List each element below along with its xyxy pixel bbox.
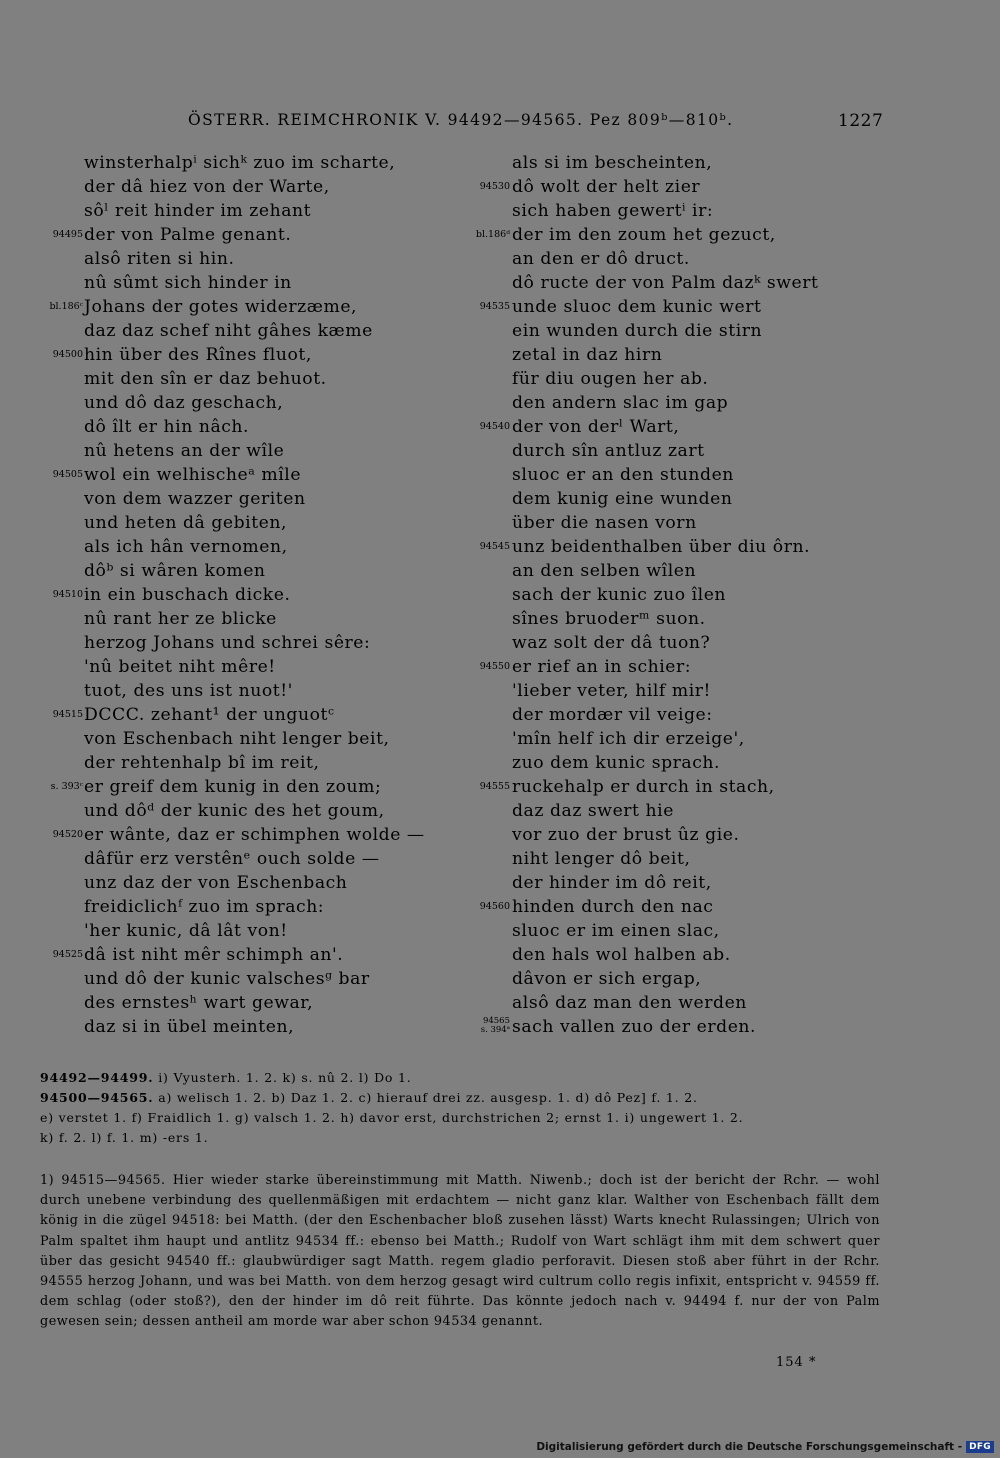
verse-line <box>40 511 470 535</box>
verse-text: sluoc er im einen slac, <box>512 921 720 941</box>
verse-text: dâfür erz verstênᵉ ouch solde — <box>84 849 380 869</box>
verse-text: der hinder im dô reit, <box>512 873 712 893</box>
verse-text: an den selben wîlen <box>512 561 697 581</box>
verse-text: daz daz swert hie <box>512 801 674 821</box>
verse-line <box>470 151 870 175</box>
verse-line <box>470 991 870 1015</box>
verse-number: 94520 <box>52 829 83 840</box>
verse-text: dô îlt er hin nâch. <box>84 417 250 437</box>
verse-text: der von derˡ Wart, <box>512 417 680 437</box>
verse-text: in ein buschach dicke. <box>84 585 291 605</box>
verse-line <box>470 487 870 511</box>
apparatus-text: a) welisch 1. 2. b) Daz 1. 2. c) hierauf drei zz. ausgesp. 1. d) dô Pez] f. 1. 2. <box>153 1090 698 1105</box>
verse-text: freidiclichᶠ zuo im sprach: <box>84 897 325 917</box>
verse-text: 'her kunic, dâ lât von! <box>84 921 288 941</box>
verse-text: er wânte, daz er schimphen wolde — <box>84 825 425 845</box>
verse-text: unz beidenthalben über diu ôrn. <box>512 537 811 557</box>
right-verse-column <box>470 151 870 1039</box>
verse-line <box>40 607 470 631</box>
verse-text: er rief an in schier: <box>512 657 692 677</box>
verse-line <box>40 751 470 775</box>
verse-line <box>470 751 870 775</box>
verse-line <box>40 703 470 727</box>
verse-text: des ernstesʰ wart gewar, <box>84 993 314 1013</box>
verse-text: durch sîn antluz zart <box>512 441 705 461</box>
verse-text: sach vallen zuo der erden. <box>512 1017 757 1037</box>
verse-line <box>470 415 870 439</box>
verse-text: unde sluoc dem kunic wert <box>512 297 762 317</box>
verse-line <box>40 727 470 751</box>
verse-text: dôᵇ si wâren komen <box>84 561 266 581</box>
verse-text: an den er dô druct. <box>512 249 690 269</box>
verse-text: und dô daz geschach, <box>84 393 284 413</box>
header-title: ÖSTERR. REIMCHRONIK V. 94492—94565. Pez 809ᵇ—810ᵇ. <box>188 111 734 129</box>
verse-number: bl.186ᵈ <box>475 229 510 240</box>
verse-line <box>40 319 470 343</box>
verse-text: daz si in übel meinten, <box>84 1017 295 1037</box>
verse-line <box>40 775 470 799</box>
verse-text: der dâ hiez von der Warte, <box>84 177 330 197</box>
verse-number: 94555 <box>479 781 510 792</box>
verse-text: Johans der gotes widerzæme, <box>84 297 358 317</box>
verse-text: nû rant her ze blicke <box>84 609 277 629</box>
verse-line <box>470 607 870 631</box>
verse-line <box>470 559 870 583</box>
verse-text: sach der kunic zuo îlen <box>512 585 727 605</box>
verse-line <box>470 175 870 199</box>
verse-number: 94515 <box>52 709 83 720</box>
verse-line <box>470 295 870 319</box>
verse-text: er greif dem kunig in den zoum; <box>84 777 382 797</box>
verse-line <box>470 919 870 943</box>
verse-line <box>40 223 470 247</box>
verse-text: zuo dem kunic sprach. <box>512 753 721 773</box>
verse-line <box>470 967 870 991</box>
verse-line <box>40 1015 470 1039</box>
verse-text: der rehtenhalp bî im reit, <box>84 753 320 773</box>
verse-line <box>40 199 470 223</box>
verse-line <box>470 943 870 967</box>
verse-line <box>470 343 870 367</box>
page-number: 1227 <box>838 111 884 131</box>
verse-text: unz daz der von Eschenbach <box>84 873 348 893</box>
verse-line <box>40 967 470 991</box>
verse-line <box>470 223 870 247</box>
verse-number: 94565 s. 394ᵃ <box>480 1016 510 1035</box>
verse-text: und dô der kunic valschesᵍ bar <box>84 969 370 989</box>
left-verse-column <box>40 151 470 1039</box>
footer-text: Digitalisierung gefördert durch die Deutsche Forschungsgemeinschaft - <box>536 1441 963 1453</box>
apparatus-line <box>40 1088 880 1108</box>
verse-line <box>470 583 870 607</box>
verse-text: der mordær vil veige: <box>512 705 713 725</box>
verse-line <box>470 535 870 559</box>
verse-text: mit den sîn er daz behuot. <box>84 369 327 389</box>
verse-number: 94525 <box>52 949 83 960</box>
verse-line <box>40 439 470 463</box>
verse-text: niht lenger dô beit, <box>512 849 691 869</box>
verse-text: der im den zoum het gezuct, <box>512 225 776 245</box>
verse-line <box>470 511 870 535</box>
apparatus-line <box>40 1108 880 1128</box>
verse-text: tuot, des uns ist nuot!' <box>84 681 293 701</box>
verse-text: daz daz schef niht gâhes kæme <box>84 321 373 341</box>
verse-line <box>40 247 470 271</box>
verse-line <box>470 631 870 655</box>
verse-line <box>40 367 470 391</box>
verse-text: hinden durch den nac <box>512 897 714 917</box>
verse-line <box>40 151 470 175</box>
verse-line <box>40 655 470 679</box>
verse-number: 94545 <box>479 541 510 552</box>
verse-text: dô wolt der helt zier <box>512 177 701 197</box>
apparatus-range: 94500—94565. <box>40 1090 154 1105</box>
dfg-logo: DFG <box>966 1441 994 1453</box>
verse-line <box>470 799 870 823</box>
verse-text: alsô daz man den werden <box>512 993 747 1013</box>
apparatus-line <box>40 1068 880 1088</box>
verse-text: sôˡ reit hinder im zehant <box>84 201 312 221</box>
verse-line <box>470 199 870 223</box>
verse-text: sich haben gewertⁱ ir: <box>512 201 714 221</box>
verse-text: winsterhalpⁱ sichᵏ zuo im scharte, <box>84 153 396 173</box>
verse-line <box>470 319 870 343</box>
verse-text: sluoc er an den stunden <box>512 465 734 485</box>
verse-line <box>470 871 870 895</box>
verse-text: und dôᵈ der kunic des het goum, <box>84 801 385 821</box>
verse-line <box>470 391 870 415</box>
verse-text: dem kunig eine wunden <box>512 489 733 509</box>
verse-line <box>40 535 470 559</box>
critical-apparatus <box>40 1068 880 1148</box>
verse-text: den andern slac im gap <box>512 393 729 413</box>
verse-number: 94510 <box>52 589 83 600</box>
verse-number: 94550 <box>479 661 510 672</box>
verse-text: ein wunden durch die stirn <box>512 321 763 341</box>
verse-line <box>40 823 470 847</box>
verse-number: 94495 <box>52 229 83 240</box>
verse-text: von Eschenbach niht lenger beit, <box>84 729 390 749</box>
verse-line <box>40 463 470 487</box>
verse-line <box>40 895 470 919</box>
verse-line <box>40 991 470 1015</box>
verse-line <box>470 247 870 271</box>
verse-number: 94535 <box>479 301 510 312</box>
verse-text: DCCC. zehant¹ der unguotᶜ <box>84 705 335 725</box>
verse-line <box>470 655 870 679</box>
verse-text: 'lieber veter, hilf mir! <box>512 681 711 701</box>
verse-line <box>470 463 870 487</box>
verse-text: waz solt der dâ tuon? <box>512 633 711 653</box>
verse-line <box>40 679 470 703</box>
verse-line <box>470 271 870 295</box>
verse-line <box>470 775 870 799</box>
verse-text: zetal in daz hirn <box>512 345 663 365</box>
verse-line <box>40 871 470 895</box>
verse-text: von dem wazzer geriten <box>84 489 306 509</box>
verse-text: alsô riten si hin. <box>84 249 235 269</box>
verse-line <box>470 1015 870 1039</box>
verse-text: den hals wol halben ab. <box>512 945 731 965</box>
verse-line <box>40 919 470 943</box>
verse-text: vor zuo der brust ûz gie. <box>512 825 740 845</box>
verse-line <box>40 943 470 967</box>
verse-line <box>40 583 470 607</box>
verse-number: 94540 <box>479 421 510 432</box>
verse-line <box>40 343 470 367</box>
verse-line <box>470 823 870 847</box>
verse-number: 94505 <box>52 469 83 480</box>
apparatus-range: 94492—94499. <box>40 1070 154 1085</box>
running-header <box>0 111 1000 135</box>
verse-text: dô ructe der von Palm dazᵏ swert <box>512 273 819 293</box>
apparatus-line <box>40 1128 880 1148</box>
verse-line <box>40 847 470 871</box>
footnote: 1) 94515—94565. Hier wieder starke übereinstimmung mit Matth. Niwenb.; doch ist der bericht der Rchr. — wohl durch unebene verbindung des quellenmäßigen mit erdachtem — nicht ganz klar. Walther von Eschenbach fällt dem könig in die zügel 94518: bei Matth. (der den Eschenbacher bloß zusehen lässt) Warts knecht Rulassingen; Ulrich von Palm spaltet ihm haupt und antlitz 94534 ff.: ebenso bei Matth.; Rudolf von Wart schlägt ihm mit dem schwert quer über das gesicht 94540 ff.: glaubwürdiger sagt Matth. regem gladio perforavit. Diesen stoß aber führt in der Rchr. 94555 herzog Johann, und was bei Matth. von dem herzog gesagt wird cultrum collo regis infixit, entspricht v. 94559 ff. dem schlag (oder stoß?), den der hinder im dô reit führte. Das könnte jedoch nach v. 94494 f. nur der von Palm gewesen sein; dessen antheil am morde war aber schon 94534 genannt. <box>40 1173 880 1330</box>
verse-line <box>470 367 870 391</box>
verse-line <box>40 391 470 415</box>
verse-line <box>40 175 470 199</box>
verse-text: als ich hân vernomen, <box>84 537 288 557</box>
verse-text: 'nû beitet niht mêre! <box>84 657 276 677</box>
verse-text: dâvon er sich ergap, <box>512 969 702 989</box>
apparatus-text: k) f. 2. l) f. 1. m) -ers 1. <box>40 1130 209 1145</box>
verse-line <box>470 679 870 703</box>
verse-text: hin über des Rînes fluot, <box>84 345 312 365</box>
verse-text: herzog Johans und schrei sêre: <box>84 633 371 653</box>
verse-text: der von Palme genant. <box>84 225 292 245</box>
verse-line <box>470 727 870 751</box>
verse-text: dâ ist niht mêr schimph an'. <box>84 945 344 965</box>
verse-text: nû hetens an der wîle <box>84 441 285 461</box>
verse-number: 94560 <box>479 901 510 912</box>
verse-line <box>40 799 470 823</box>
apparatus-text: i) Vyusterh. 1. 2. k) s. nû 2. l) Do 1. <box>153 1070 412 1085</box>
verse-text: für diu ougen her ab. <box>512 369 709 389</box>
verse-line <box>40 487 470 511</box>
verse-line <box>40 631 470 655</box>
verse-number: s. 393ᶜ <box>50 781 83 792</box>
verse-text: ruckehalp er durch in stach, <box>512 777 775 797</box>
verse-number: bl.186ᶜ <box>49 301 83 312</box>
signature-mark: 154 * <box>776 1355 817 1370</box>
verse-line <box>40 295 470 319</box>
verse-number: 94500 <box>52 349 83 360</box>
verse-text: 'mîn helf ich dir erzeige', <box>512 729 745 749</box>
verse-text: über die nasen vorn <box>512 513 697 533</box>
verse-text: als si im bescheinten, <box>512 153 713 173</box>
verse-line <box>470 895 870 919</box>
verse-line <box>470 703 870 727</box>
verse-line <box>470 439 870 463</box>
verse-text: wol ein welhischeᵃ mîle <box>84 465 302 485</box>
apparatus-text: e) verstet 1. f) Fraidlich 1. g) valsch 1. 2. h) davor erst, durchstrichen 2; ernst 1. i) ungewert 1. 2. <box>40 1110 744 1125</box>
verse-text: sînes bruoderᵐ suon. <box>512 609 706 629</box>
verse-line <box>40 271 470 295</box>
verse-number: 94530 <box>479 181 510 192</box>
verse-text: und heten dâ gebiten, <box>84 513 288 533</box>
verse-text: nû sûmt sich hinder in <box>84 273 292 293</box>
verse-line <box>40 415 470 439</box>
digitization-footer <box>536 1441 994 1453</box>
verse-line <box>40 559 470 583</box>
verse-line <box>470 847 870 871</box>
